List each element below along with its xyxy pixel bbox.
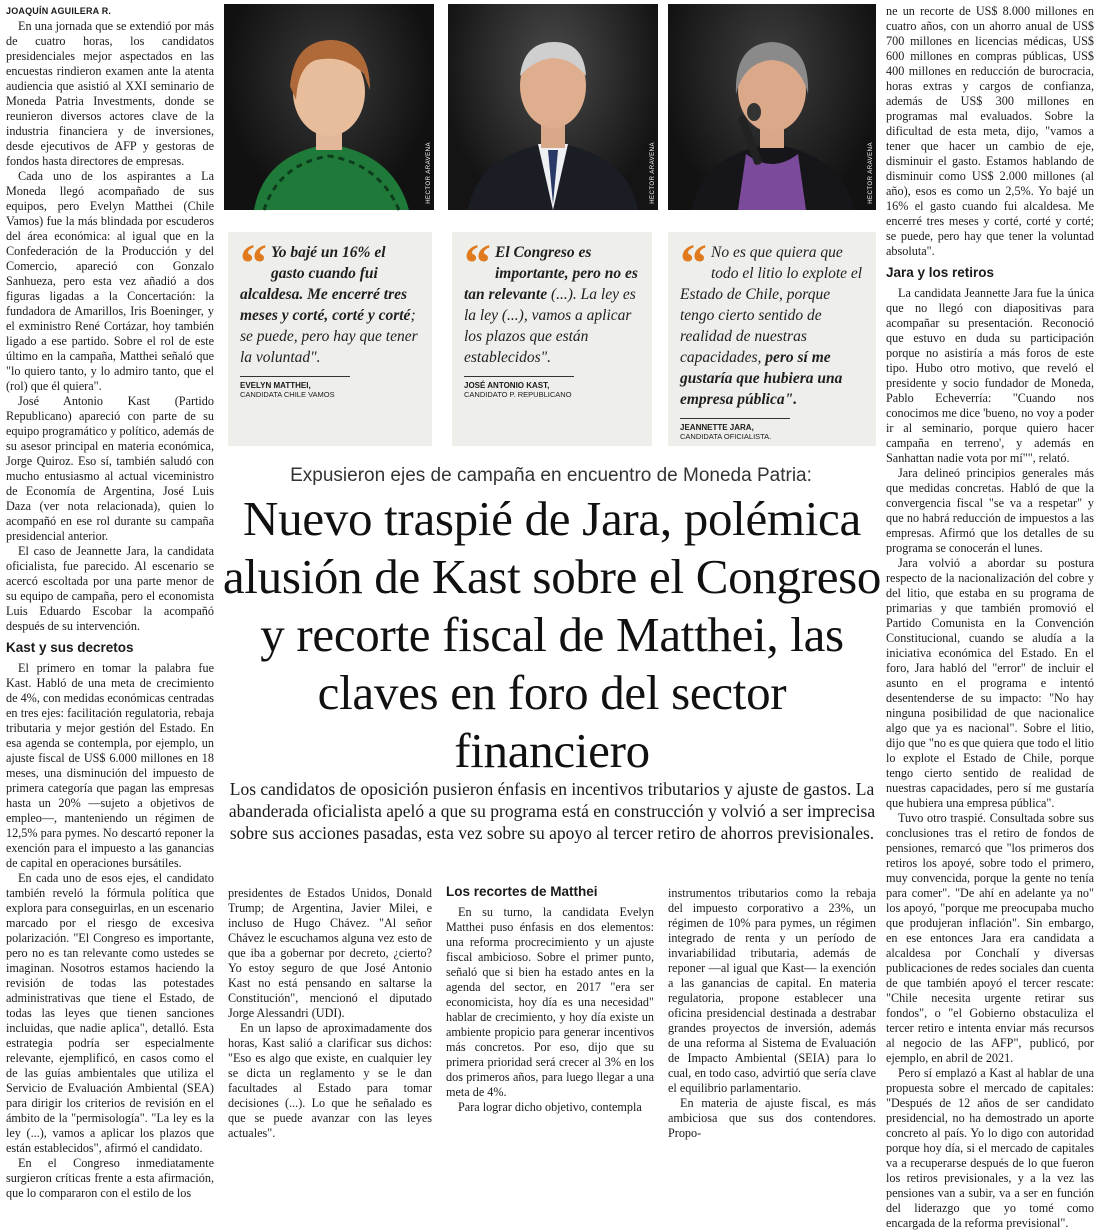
paragraph: En cada uno de esos ejes, el candidato también reveló la fórmula política que explora para conseguirlas, en un escenario marcado por el riesgo de excesiva polarización. "El Congreso es importante, pero no es tan relevante como ustedes se imaginan. Nosotros estamos haciendo la revisión de todas las potestades administrativas que tiene el Estado, de todas las leyes que tienen sanciones incluidas, que nadie aplica", detalló. Esta estrategia podría ser especialmente relevante, ejemplificó, en casos como el de las guías ambientales que utiliza el Servicio de Evaluación Ambiental (SEA) para dirigir los criterios de revisión en el ámbito de la "permisología". "La ley es la ley (...), vamos a aplicar los plazos que están establecidos", afirmó el candidato.	[6, 871, 214, 1155]
paragraph: En un lapso de aproximadamente dos horas, Kast salió a clarificar sus dichos: "Eso es algo que existe, en cualquier ley se dicta un reglamento y se le dan facultades al Estado para tomar decisiones (...). Lo que he señalado es que se puede avanzar con las leyes actuales".	[228, 1021, 432, 1140]
paragraph: José Antonio Kast (Partido Republicano) apareció con parte de su equipo programático y político, además de su asesor principal en materia económica, Jorge Quiroz. Eso sí, también saludó con mucho entusiasmo al actual viceministro de Economía de Argentina, José Luis Daza (ver nota relacionada), quien lo acompañó en ese rol durante su campaña presidencial anterior.	[6, 394, 214, 543]
paragraph: Pero sí emplazó a Kast al hablar de una propuesta sobre el mercado de capitales: "Después de 12 años de ser candidato presidencial, no ha demostrado un aporte concreto al país. Yo lo digo con autoridad porque hoy día, si el mercado de capitales va a recuperarse después de lo que fueron los retiros previsionales, y a la vez las pensiones van a subir, va a ser en función del liderazgo que yo tomé como encargada de la reforma previsional".	[886, 1066, 1094, 1230]
paragraph: En una jornada que se extendió por más de cuatro horas, los candidatos presidenciales mejor aspectados en las encuestas rindieron examen ante la atenta audiencia que asistió al XXI seminario de Moneda Patria Investments, donde se reunieron diversos actores clave de la industria financiera y de inversiones, desde ejecutivos de AFP y gestoras de fondos hasta directores de empresas.	[6, 19, 214, 168]
paragraph: Jara volvió a abordar su postura respecto de la nacionalización del cobre y del litio, que estaba en su programa de primarias y que también promovió el Partido Comunista en la Convención Constitucional, cuando se aludía a la iniciativa económica del Estado. En el foro, Jara habló del "error" de incluir el asunto en el programa e intentó desentenderse de su impacto: "No hay ninguna posibilidad de que nacionalice algo que ya es nacional". Sobre el litio, dijo que "no es que quiera que todo el litio lo explote el Estado de Chile, porque tengo cierto sentido de realidad de nuestras capacidades, pero sí me gustaría que hubiera una empresa pública".	[886, 556, 1094, 810]
quote-mark-icon: “	[464, 233, 491, 293]
article-column-3	[446, 882, 654, 1114]
photo-jara	[668, 4, 876, 210]
divider	[240, 376, 350, 377]
paragraph: El primero en tomar la palabra fue Kast. Habló de una meta de crecimiento de 4%, con medidas económicas centradas en tres ejes: facilitación regulatoria, rebaja tributaria y mejor gestión del Estado. En esa agenda se contempla, por ejemplo, un ajuste fiscal de US$ 6.000 millones en 18 meses, una disminución del impuesto de primera categoría que pagan las empresas hasta un 20% —sujeto a objetivos de empleo—, manteniendo un régimen de 12,5% para pymes. No descartó reponer la exención para el impuesto a las ganancias de capital en operaciones bursátiles.	[6, 661, 214, 870]
paragraph: En el Congreso inmediatamente surgieron críticas frente a esta afirmación, que lo compararon con el estilo de los	[6, 1156, 214, 1200]
quote-author-role: CANDIDATO P. REPUBLICANO	[464, 390, 572, 399]
photo-credit: HÉCTOR ARAVENA	[868, 142, 874, 204]
section-heading: Jara y los retiros	[886, 265, 995, 280]
deck: Los candidatos de oposición pusieron énfasis en incentivos tributarios y ajuste de gastos. La abanderada oficialista apeló a que su programa está en construcción y volvió a ser imprecisa sobre sus acciones pasadas, esta vez sobre su apoyo al tercer retiro de ahorros previsionales.	[228, 779, 876, 843]
paragraph: El caso de Jeannette Jara, la candidata oficialista, fue parecido. Al escenario se acercó escoltada por una parte menor de su equipo de campaña, pero el economista Luis Eduardo Escobar la acompañó después de su intervención.	[6, 544, 214, 633]
paragraph: La candidata Jeannette Jara fue la única que no llegó con diapositivas para acompañar su presentación. Reconoció que estuvo en duda su participación porque no asistiría a más foros de este tipo. Hubo otro motivo, que reveló el presidente y socio fundador de Moneda, Pablo Echeverría: "Cuando nos conocimos me dice 'bueno, no voy a poder ir al seminario, porque quiero hacer campaña en terreno', y además en Sanhattan nadie vota por mí"", relató.	[886, 286, 1094, 465]
quote-text: No es que quiera que todo el litio lo explote el Estado de Chile, porque tengo cierto sentido de realidad de nuestras capacidades, pero sí me gustaría que hubiera una empresa pública".	[680, 244, 863, 408]
divider	[464, 376, 574, 377]
quote-text: Yo bajé un 16% el gasto cuando fui alcaldesa. Me encerré tres meses y corté, corté y corté; se puede, pero hay que tener la voluntad".	[240, 244, 418, 366]
paragraph: En materia de ajuste fiscal, es más ambiciosa que sus dos contendores. Propo-	[668, 1096, 876, 1140]
portrait-illustration	[668, 4, 876, 210]
kicker: Expusieron ejes de campaña en encuentro de Moneda Patria:	[290, 465, 812, 486]
portrait-illustration	[224, 4, 434, 210]
paragraph: Tuvo otro traspié. Consultada sobre sus conclusiones tras el retiro de fondos de pensiones, remarcó que "los primeros dos retiros los apoyé, sobre todo el primero, muy convencida, porque la gente no tenía para comer". "De ahí en adelante ya no" los apoyó, "porque me preocupaba mucho que produjeran inflación". Sin embargo, en ese entonces Jara era candidata a alcaldesa por Conchalí y diversas publicaciones de redes sociales dan cuenta de que también apoyó el tercer rescate: "Chile necesita urgente retirar sus fondos", o "el Gobierno obstaculiza el tercer retiro e intenta enviar más recursos al negocio de las AFP", publicó, por ejemplo, en abril de 2021.	[886, 811, 1094, 1065]
byline: JOAQUÍN AGUILERA R.	[6, 6, 112, 16]
article-column-2	[228, 886, 432, 1140]
pull-quote-jara	[668, 232, 876, 446]
divider	[680, 418, 790, 419]
section-heading: Los recortes de Matthei	[446, 884, 598, 899]
paragraph: Cada uno de los aspirantes a La Moneda llegó acompañado de sus equipos, pero Evelyn Matthei (Chile Vamos) fue la más blindada por escuderos del área económica: al igual que en la Confederación de la Producción y del Comercio, apareció con Gonzalo Sanhueza, pero esta vez añadió a dos figuras ligadas a la Concertación: la fundadora de Amarillos, Iris Boeninger, y el exministro René Cortázar, hoy también ligado a ese partido. Sobre el rol de este último en la campaña, Matthei señaló que "lo quiero tanto, y lo admiro tanto, que el (rol) que él quiera".	[6, 169, 214, 393]
article-column-4	[668, 886, 876, 1140]
paragraph: presidentes de Estados Unidos, Donald Trump; de Argentina, Javier Milei, e incluso de Hugo Chávez. "Al señor Chávez le escuchamos alguna vez esto de que iba a gobernar por decreto, ¿cierto? Yo estoy seguro de que José Antonio Kast no está pensando en saltarse la Constitución", mencionó el diputado Jorge Alessandri (UDI).	[228, 886, 432, 1020]
quote-author: JOSÉ ANTONIO KAST,	[464, 381, 550, 390]
quote-mark-icon: “	[240, 233, 267, 293]
paragraph: Jara delineó principios generales más que medidas concretas. Habló de que la convergencia fiscal "se va a respetar" y que no habrá reducción de impuestos a las empresas. Afirmó que los detalles de su programa se conocerán el lunes.	[886, 466, 1094, 555]
paragraph: ne un recorte de US$ 8.000 millones en cuatro años, con un ahorro anual de US$ 700 millones en licencias médicas, US$ 600 millones en compras públicas, US$ 400 millones en reducción de burocracia, horas extras y cargos de confianza, además de US$ 300 millones en programas mal evaluados. Sobre la dificultad de esta meta, dijo, "vamos a tener que hacer un cambio de eje, disminuir el gasto. Estamos hablando de disminuir como US$ 2.000 millones (al año), esos es como un 2,5%. Yo bajé un 16% el gasto cuando fui alcaldesa. Me encerré tres meses y corté, corté y corté; se puede, pero hay que tener la voluntad absoluta".	[886, 4, 1094, 258]
photo-credit: HÉCTOR ARAVENA	[650, 142, 656, 204]
quote-author: JEANNETTE JARA,	[680, 423, 754, 432]
portrait-illustration	[448, 4, 658, 210]
paragraph: instrumentos tributarios como la rebaja del impuesto corporativo a 23%, un régimen de 10% para pymes, un régimen integrado de renta y un período de invariabilidad tributaria, además de reponer —al igual que Kast— la exención a las ganancias de capital. En materia regulatoria, propone establecer una oficina presidencial destinada a destrabar grandes proyectos de inversión, además de una reforma al Sistema de Evaluación de Impacto Ambiental (SEIA) para lo cual, en todo caso, advirtió que sería clave el equilibrio parlamentario.	[668, 886, 876, 1095]
quote-mark-icon: “	[680, 233, 707, 293]
quote-text: El Congreso es importante, pero no es tan relevante (...). La ley es la ley (...), vamos a aplicar los plazos que están establecidos".	[464, 244, 638, 366]
pull-quote-kast	[452, 232, 652, 446]
photo-matthei	[224, 4, 434, 210]
paragraph: Para lograr dicho objetivo, contempla	[458, 1100, 642, 1114]
article-column-1	[6, 4, 214, 1200]
photo-kast	[448, 4, 658, 210]
quote-author-role: CANDIDATA CHILE VAMOS	[240, 390, 335, 399]
quote-author: EVELYN MATTHEI,	[240, 381, 311, 390]
headline: Nuevo traspié de Jara, polémica alusión de Kast sobre el Congreso y recorte fiscal de Matthei, las claves en foro del sector financiero	[222, 491, 882, 778]
pull-quote-matthei	[228, 232, 432, 446]
photo-credit: HÉCTOR ARAVENA	[426, 142, 432, 204]
paragraph: En su turno, la candidata Evelyn Matthei puso énfasis en dos elementos: una reforma procrecimiento y un ajuste fiscal ambicioso. Sobre el primer punto, señaló que si bien ha estado antes en la agenda del sector, en 2017 "era ser economicista, hoy día es una necesidad" hablar de crecimiento, y hoy día existe un ambiente propicio para generar incentivos más concretos. Por eso, dijo que su primera prioridad será crecer al 3% en los dos primeros años, para luego llegar a una meta de 4%.	[446, 905, 654, 1099]
article-column-5	[886, 4, 1094, 1230]
quote-author-role: CANDIDATA OFICIALISTA.	[680, 432, 772, 441]
section-heading: Kast y sus decretos	[6, 640, 134, 655]
